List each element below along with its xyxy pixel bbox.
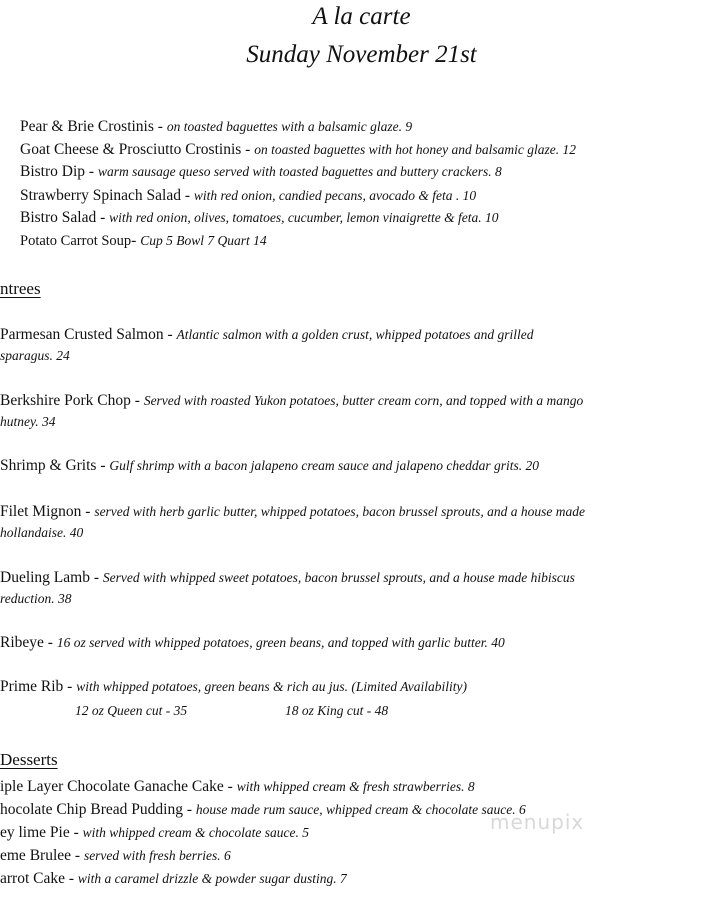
item-name: Dueling Lamb [0, 569, 90, 586]
item-separator: - [131, 232, 141, 249]
item-name: Bistro Salad [20, 209, 97, 226]
item-separator: - [71, 847, 84, 864]
menu-item [20, 186, 476, 206]
menu-item [0, 325, 534, 345]
item-name: Berkshire Pork Chop [0, 392, 131, 409]
item-separator: - [241, 141, 255, 158]
item-name: ey lime Pie [0, 824, 70, 841]
menu-item [20, 140, 576, 160]
desserts-heading: Desserts [0, 750, 58, 769]
item-description: with a caramel drizzle & powder sugar dusting. 7 [77, 871, 347, 886]
item-description: house made rum sauce, whipped cream & chocolate sauce. 6 [195, 802, 526, 817]
item-separator: - [64, 870, 78, 887]
menu-item [0, 633, 505, 653]
menu-item [0, 456, 539, 476]
item-description: Cup 5 Bowl 7 Quart 14 [140, 233, 267, 248]
item-name: Filet Mignon [0, 503, 82, 520]
item-description: Served with roasted Yukon potatoes, butter cream corn, and topped with a mango [143, 393, 584, 408]
menu-date: Sunday November 21st [246, 41, 477, 68]
item-name: hocolate Chip Bread Pudding [0, 801, 183, 818]
item-description-continued: hutney. 34 [0, 414, 56, 429]
item-description: served with fresh berries. 6 [83, 848, 231, 863]
menu-item [0, 568, 575, 588]
menu-item [0, 846, 231, 866]
item-name: Parmesan Crusted Salmon [0, 326, 164, 343]
menu-item [0, 502, 585, 522]
item-name: arrot Cake [0, 870, 65, 887]
item-description: with red onion, candied pecans, avocado & feta . 10 [193, 188, 477, 203]
item-name: Shrimp & Grits [0, 457, 97, 474]
item-separator: - [63, 678, 77, 695]
item-name: eme Brulee [0, 847, 72, 864]
prime-rib-king-cut: 18 oz King cut - 48 [285, 703, 389, 718]
item-description: Served with whipped sweet potatoes, bacon brussel sprouts, and a house made hibiscus [102, 570, 575, 585]
item-separator: - [43, 634, 57, 651]
menu-item [20, 208, 498, 228]
item-separator: - [181, 187, 194, 204]
item-separator: - [85, 163, 98, 180]
item-name: Bistro Dip [20, 163, 86, 180]
item-description: with red onion, olives, tomatoes, cucumber, lemon vinaigrette & feta. 10 [109, 210, 499, 225]
item-description: with whipped cream & chocolate sauce. 5 [82, 825, 310, 840]
item-description: with whipped potatoes, green beans & rich au jus. (Limited Availability) [76, 679, 467, 694]
item-separator: - [163, 326, 177, 343]
item-separator: - [69, 824, 83, 841]
item-description: with whipped cream & fresh strawberries. 8 [236, 779, 475, 794]
item-description-continued: sparagus. 24 [0, 348, 70, 363]
item-name: Prime Rib [0, 678, 64, 695]
item-separator: - [81, 503, 95, 520]
menu-title: A la carte [312, 3, 411, 30]
item-description: 16 oz served with whipped potatoes, green beans, and topped with garlic butter. 40 [56, 635, 505, 650]
item-separator: - [130, 392, 144, 409]
menu-item [20, 231, 267, 251]
menu-item [0, 800, 526, 820]
item-description: served with herb garlic butter, whipped potatoes, bacon brussel sprouts, and a house made [94, 504, 586, 519]
item-description-continued: hollandaise. 40 [0, 525, 84, 540]
item-description: Gulf shrimp with a bacon jalapeno cream sauce and jalapeno cheddar grits. 20 [109, 458, 539, 473]
watermark-logo: menupix [490, 810, 585, 834]
menu-item [0, 869, 347, 889]
item-separator: - [182, 801, 196, 818]
prime-rib-queen-cut: 12 oz Queen cut - 35 [75, 703, 188, 718]
item-description: warm sausage queso served with toasted baguettes and buttery crackers. 8 [97, 164, 502, 179]
item-name: Strawberry Spinach Salad [20, 187, 181, 204]
item-name: Ribeye [0, 634, 44, 651]
item-separator: - [153, 118, 167, 135]
menu-item [0, 823, 309, 843]
item-name: iple Layer Chocolate Ganache Cake [0, 778, 224, 795]
item-separator: - [96, 209, 110, 226]
item-separator: - [96, 457, 110, 474]
menu-item [20, 162, 502, 182]
item-description: Atlantic salmon with a golden crust, whipped potatoes and grilled [176, 327, 534, 342]
item-separator: - [89, 569, 103, 586]
item-name: Pear & Brie Crostinis [20, 118, 154, 135]
menu-item [0, 391, 583, 411]
item-description: on toasted baguettes with hot honey and balsamic glaze. 12 [254, 142, 576, 157]
item-description: on toasted baguettes with a balsamic glaze. 9 [166, 119, 413, 134]
entrees-heading: ntrees [0, 279, 41, 298]
item-description-continued: reduction. 38 [0, 591, 72, 606]
item-name: Potato Carrot Soup [20, 233, 132, 249]
item-name: Goat Cheese & Prosciutto Crostinis [20, 141, 242, 158]
item-separator: - [223, 778, 237, 795]
menu-item [0, 677, 467, 697]
menu-item [20, 117, 412, 137]
menu-item [0, 777, 475, 797]
